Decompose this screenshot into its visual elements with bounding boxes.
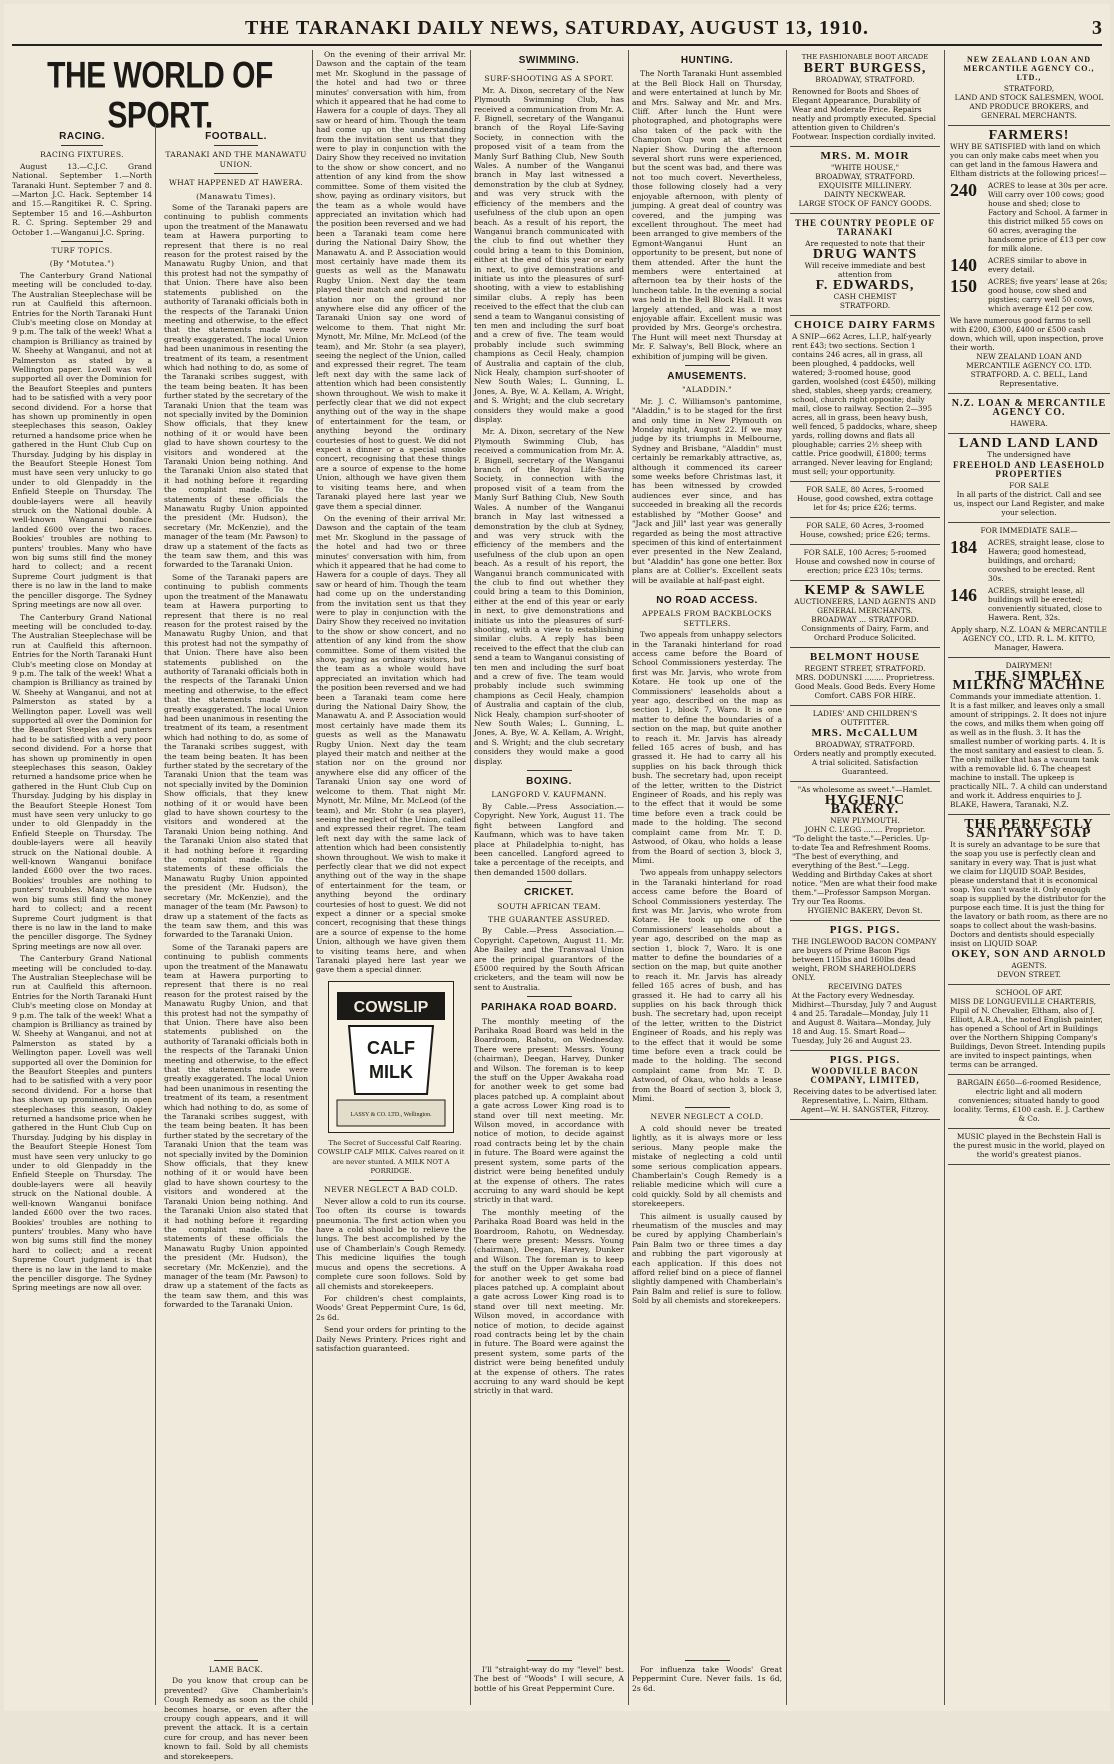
ad-address: BROADWAY ... STRATFORD. bbox=[811, 615, 919, 624]
moir-ad bbox=[790, 147, 940, 214]
turf-text-cont2: The Canterbury Grand National meeting will be concluded to-day. The Australian Steeplechase will be run at Caulfield this afternoon. Entries for the North Taranaki Hunt Club's meeting close on Monday at 9 p.m. The talk of the week! What a champion is Brilliancy as trained by W. Sheehy at Wanganui, and not at Palmerston as stated by a Wellington paper. Lovell was well supported all over the Dominion for the Beaufort Steeples and punters had to be satisfied with a very poor second dividend. For a horse that has shown up prominently in open steeplechases this season, Oakley returned a handsome price when he gathered in the Hunt Club Cup on Thursday. Judging by his display in the Beaufort Steeple Honest Tom must have seen very unlucky to go under to old Glenpaddy in the Enfield Steeple on Thursday. The double-layers were all heavily struck on the National double. A well-known Wanganui boniface landed £600 over the two races. Bookies' troubles are nothing to punters' troubles. Many who have won big sums still find the money hard to collect; and a recent Supreme Court judgment is that there is no law in the land to make the penciller disgorge. The Sydney Spring meetings are now all over. bbox=[12, 954, 152, 1293]
football-text-cont2: Some of the Taranaki papers are continuing to publish comments upon the treatment of the Manawatu team at Hawera purporting to represent that there is no real reason for the protest raised by the Manawatu Rugby Union, and that this protest had not the sympathy of that Union. There have also been statements published on the authority of Taranaki officials both in the respects of the Taranaki Union meeting and otherwise, to the effect that the statements made were greatly exaggerated. The local Union had been unanimous in resenting the treatment of its team, a resentment which had nothing to do, as some of the Taranaki scribes suggest, with the team being beaten. It has been further stated by the secretary of the Taranaki Union that the team was not specially invited by the Dominion Show officials, that they knew nothing of it or would have been glad to have shown courtesy to the visitors and wondered at the Taranaki Union being nothing. And the Taranaki Union also stated that it had nothing before it regarding the complaint made. To the statements of these officials the Manawatu Rugby Union appointed the president (Mr. Hudson), the secretary (Mr. McKenzie), and the manager of the team (Mr. Pawson) to draw up a statement of the facts as the team saw them, and this was forwarded to the Taranaki Union. bbox=[164, 942, 308, 1310]
cowslip-advert bbox=[328, 981, 454, 1133]
swimming-text-cont: Mr. A. Dixon, secretary of the New Plymouth Swimming Club, has received a communication from Mr. A. F. Bignell, secretary of the Wanganui branch of the Royal Life-Saving Society, in connection with the proposed visit of a team from the Manly Surf Bathing Club, New South Wales. A number of the Wanganui branch in May last witnessed a demonstration by the club at Sydney, and was very struck with the efficiency of the members and the usefulness of the club upon an open beach. As a result of his report, the Wanganui branch communicated with the club to find out whether they could bring a team to this Dominion, either at the end of this year or early in next, to give demonstrations and initiate us into the pleasures of surf-shooting, with a view to establishing similar clubs. A reply has been received to the effect that the club can send a team to Wanganui consisting of ten men and including the surf boat and a crew of five. The team would probably include such swimming champions as Cecil Healy, champion of Australia and captain of the club, Nick Healy, champion surf-shooter of New South Wales; L. Gunning, L. Jones, A. Bye, W. A. Kellam, A. Wright, and S. Wright; and the club secretary considers they would make a good display. bbox=[474, 427, 624, 766]
ad-top: DAIRYMEN! bbox=[1005, 661, 1053, 670]
music-ad bbox=[948, 1129, 1110, 1165]
immediate-sale-ad bbox=[948, 523, 1110, 658]
nz-loan-ad bbox=[948, 50, 1110, 126]
column-5 bbox=[632, 50, 782, 1705]
ad-extra: Consignments of Dairy, Farm, and Orchard Produce Solicited. bbox=[801, 624, 929, 642]
cowslip-calf: CALF bbox=[367, 1037, 415, 1058]
football-continued-2: On the evening of their arrival Mr. Dawson and the captain of the team met Mr. Skoglund in the passage of the hotel and had two or three minutes' conversation with him, from which it appeared that he had come to Hawera for a couple of days. They all saw or heard of him. Though the team had come up on the understanding from the invitation sent us that they were to play in conjunction with the Dairy Show they received no invitation to the show or show concert, and no attention of any kind from the show committee. Some of them visited the show, paying as ordinary visitors, but the team as a whole would have appreciated an invitation which had the position been reversed and we had been a Taranaki team come here during the National Dairy Show, the Manawatu A. and P. Association would most certainly have made them its guests as well as the Manawatu Rugby Union. Next day the team played their match and neither at the station nor on the ground nor anywhere else did any officer of the Taranaki Union say one word of welcome to them. That night Mr. Mynott, Mr. Milne, Mr. McLeod (of the team), and Mr. Stohr (a sea player), seeing the neglect of the Union, called and expressed their regret. The team left next day with the same lack of attention which had been consistently shown throughout. We wish to make it perfectly clear that we did not expect anything out of the way in the shape of entertainment for the team, or anything beyond the ordinary courtesies of host to guest. We did not expect a dinner or a special smoke concert, recognising that these things are a source of expense to the home Union, although we have given them to visiting teams here, and when Taranaki played here last year we gave them a special dinner. bbox=[316, 513, 466, 975]
lame-back-text: Do you know that croup can be prevented? Give Chamberlain's Cough Remedy as soon as the child becomes hoarse, or even after the croupy cough appears, and it will prevent the attack. It is a certain cure for croup, and has never been known to fail. Sold by all chemists and storekeepers. bbox=[164, 1676, 308, 1761]
ad-body: WHY BE SATISFIED with land on which you can only make cabs meet when you can get land in the famous Hawera and Eltham districts at the following prices!— bbox=[950, 142, 1107, 178]
ad-body: The undersigned have bbox=[987, 450, 1071, 459]
ad-head: BELMONT HOUSE bbox=[809, 651, 921, 663]
ad-body: "To delight the taste."—Pericles. Up-to-date Tea and Refreshment Rooms. "The best of everything, and everything of the Best."—Legg. Wedding and Birthday Cakes at short notice. "Men are what their food make them."—Professor Sampson Morgan. Try our Tea Rooms. bbox=[792, 834, 938, 906]
ad-body: Are requested to note that their bbox=[805, 239, 925, 248]
ad-address: BROADWAY, STRATFORD. bbox=[815, 172, 915, 181]
ad-top: THE FASHIONABLE BOOT ARCADE bbox=[801, 53, 929, 61]
football-text: Some of the Taranaki papers are continuing to publish comments upon the treatment of the Manawatu team at Hawera purporting to represent that there is no real reason for the protest raised by the Manawatu Rugby Union, and that this protest had not the sympathy of that Union. There have also been statements published on the authority of Taranaki officials both in the respects of the Taranaki Union meeting and otherwise, to the effect that the statements made were greatly exaggerated. The local Union had been unanimous in resenting the treatment of its team, a resentment which had nothing to do, as some of the Taranaki scribes suggest, with the team being beaten. It has been further stated by the secretary of the Taranaki Union that the team was not specially invited by the Dominion Show officials, that they knew nothing of it or would have been glad to have shown courtesy to the visitors and wondered at the Taranaki Union being nothing. And the Taranaki Union also stated that it had nothing before it regarding the complaint made. To the statements of these officials the Manawatu Rugby Union appointed the president (Mr. Hudson), the secretary (Mr. McKenzie), and the manager of the team (Mr. Pawson) to draw up a statement of the facts as the team saw them, and this was forwarded to the Taranaki Union. bbox=[164, 203, 308, 570]
ad-head: KEMP & SAWLE bbox=[804, 583, 926, 598]
cold-heading: NEVER NEGLECT A BAD COLD. bbox=[324, 1185, 458, 1195]
turf-text-cont: The Canterbury Grand National meeting will be concluded to-day. The Australian Steeplechase will be run at Caulfield this afternoon. Entries for the North Taranaki Hunt Club's meeting close on Monday at 9 p.m. The talk of the week! What a champion is Brilliancy as trained by W. Sheehy at Wanganui, and not at Palmerston as stated by a Wellington paper. Lovell was well supported all over the Dominion for the Beaufort Steeples and punters had to be satisfied with a very poor second dividend. For a horse that has shown up prominently in open steeplechases this season, Oakley returned a handsome price when he gathered in the Hunt Club Cup on Thursday. Judging by his display in the Beaufort Steeple Honest Tom must have seen very unlucky to go under to old Glenpaddy in the Enfield Steeple on Thursday. The double-layers were all heavily struck on the National double. A well-known Wanganui boniface landed £600 over the two races. Bookies' troubles are nothing to punters' troubles. Many who have won big sums still find the money hard to collect; and a recent Supreme Court judgment is that there is no law in the land to make the penciller disgorge. The Sydney Spring meetings are now all over. bbox=[12, 612, 152, 951]
simplex-ad bbox=[948, 658, 1110, 815]
ad-name: MRS. McCALLUM bbox=[811, 727, 919, 739]
ad-name: WOODVILLE BACON COMPANY, LIMITED, bbox=[810, 1066, 920, 1085]
amusements-heading: AMUSEMENTS. bbox=[667, 371, 747, 382]
school-of-art-ad bbox=[948, 985, 1110, 1075]
ad-body: Will receive immediate and best attention from bbox=[804, 261, 926, 279]
acreage-number: 240 bbox=[950, 180, 977, 200]
ad-proprietor: MRS. DODUNSKI ........ Proprietress. bbox=[795, 673, 935, 682]
divider bbox=[61, 241, 103, 242]
noroad-text: Two appeals from unhappy selectors in the Taranaki hinterland for road access came before the Board of School Commissioners yesterday. The first was Mr. Jarvis, who wrote from Kotare. He took up one of the Commissioners' leaseholds about a year ago, described on the map as section 1, block 7, Waro. It is one matter to define the boundaries of a section on the map, but quite another to reach it. Mr. Jarvis has already felled 165 acres of bush, and has grassed it. He had to carry all his supplies on his back through thick bush. The secretary had, upon receipt of the letter, written to the District Engineer of Roads, and his reply was to the effect that it would be some time before even a track could be made to the holding. The second complaint came from Mr. T. D. Astwood, of Okau, who holds a lease from the Board of section 3, block 3, Mimi. bbox=[632, 630, 782, 865]
cricket-text: By Cable.—Press Association.—Copyright. Capetown, August 11. Mr. Abe Bailey and the Transvaal Union are the principal guarantors of the £5000 required by the South African cricketers, and the team will now be sent to Australia. bbox=[474, 926, 624, 992]
ad-sub: RECEIVING DATES bbox=[827, 982, 903, 991]
fashionable-boot-ad bbox=[790, 50, 940, 147]
ad-body: THE INGLEWOOD BACON COMPANY are buyers of Prime Bacon Pigs between 115lbs and 160lbs dead weight, FROM SHAREHOLDERS ONLY. bbox=[792, 937, 937, 982]
acreage-text: ACRES to lease at 30s per acre. Will carry over 100 cows; good house and shed; close to Factory and School. A farmer in this district milked 55 cows on 60 acres, averaging the handsome price of £13 per cow for milk alone. bbox=[988, 181, 1108, 253]
ad-address: HAWERA. bbox=[1010, 419, 1048, 428]
bargain-ad bbox=[948, 1075, 1110, 1129]
inglewood-pigs-ad bbox=[790, 921, 940, 1051]
acreage-listing bbox=[950, 538, 1108, 583]
cowslip-illustration bbox=[329, 982, 453, 1132]
turf-text: The Canterbury Grand National meeting will be concluded to-day. The Australian Steeplechase will be run at Caulfield this afternoon. Entries for the North Taranaki Hunt Club's meeting close on Monday at 9 p.m. The talk of the week! What a champion is Brilliancy as trained by W. Sheehy at Wanganui, and not at Palmerston as stated by a Wellington paper. Lovell was well supported all over the Dominion for the Beaufort Steeples and punters had to be satisfied with a very poor second dividend. For a horse that has shown up prominently in open steeplechases this season, Oakley returned a handsome price when he gathered in the Hunt Club Cup on Thursday. Judging by his display in the Beaufort Steeple Honest Tom must have seen very unlucky to go under to old Glenpaddy in the Enfield Steeple on Thursday. The double-layers were all heavily struck on the National double. A well-known Wanganui boniface landed £600 over the two races. Bookies' troubles are nothing to punters' troubles. Many who have won big sums still find the money hard to collect; and a recent Supreme Court judgment is that there is no law in the land to make the penciller disgorge. The Sydney Spring meetings are now all over. bbox=[12, 270, 152, 610]
ad-head: FOR IMMEDIATE SALE— bbox=[980, 526, 1078, 535]
swimming-heading: SWIMMING. bbox=[518, 55, 580, 66]
ad-head: PIGS. PIGS. bbox=[829, 1054, 901, 1066]
divider bbox=[527, 69, 572, 70]
acreage-listing bbox=[950, 256, 1108, 274]
acreage-listing bbox=[950, 586, 1108, 622]
football-continued: On the evening of their arrival Mr. Dawson and the captain of the team met Mr. Skoglund in the passage of the hotel and had two or three minutes' conversation with him, from which it appeared that he had come to Hawera for a couple of days. They all saw or heard of him. Though the team had come up on the understanding from the invitation sent us that they were to play in conjunction with the Dairy Show they received no invitation to the show or show concert, and no attention of any kind from the show committee. Some of them visited the show, paying as ordinary visitors, but the team as a whole would have appreciated an invitation which had the position been reversed and we had been a Taranaki team come here during the National Dairy Show, the Manawatu A. and P. Association would most certainly have made them its guests as well as the Manawatu Rugby Union. Next day the team played their match and neither at the station nor on the ground nor anywhere else did any officer of the Taranaki Union say one word of welcome to them. That night Mr. Mynott, Mr. Milne, Mr. McLeod (of the team), and Mr. Stohr (a sea player), seeing the neglect of the Union, called and expressed their regret. The team left next day with the same lack of attention which had been consistently shown throughout. We wish to make it perfectly clear that we did not expect anything out of the way in the shape of entertainment for the team, or anything beyond the ordinary courtesies of host to guest. We did not expect a dinner or a special smoke concert, recognising that these things are a source of expense to the home Union, although we have given them to visiting teams here, and when Taranaki played here last year we gave them a special dinner. bbox=[316, 50, 466, 511]
ad-body: A SNIP—662 Acres, L.I.P., half-yearly rent £43; two sections. Section 1 contains 246 acres, all in grass, all been ploughed, 4 paddocks, well watered; 3-roomed house, good garden, woolshed (cost £450), milking shed, stables, sheep yards; creamery, school, church right opposite; daily mail, close to railway. Section 2—395 acres, all in grass, been heavy bush, well fenced, 5 paddocks, whare, sheep yards, rolling downs and flats all ploughable; carries 2½ sheep with cattle. Price goodwill, £1800; terms arranged. Never leaving for England; must sell; your opportunity. bbox=[792, 332, 937, 476]
influenza-text: For influenza take Woods' Great Peppermint Cure. Never fails. 1s 6d, 2s 6d. bbox=[632, 1665, 782, 1693]
ad-proprietor: JOHN C. LEGG ........ Proprietor. bbox=[804, 825, 926, 834]
sport-headline: THE WORLD OF SPORT. bbox=[47, 54, 273, 136]
farmers-ad bbox=[948, 126, 1110, 394]
sale-ad-2 bbox=[790, 518, 940, 545]
ad-head: CHOICE DAIRY FARMS bbox=[794, 319, 936, 331]
nz-loan-hawera-ad bbox=[948, 394, 1110, 434]
ad-body: MISS DE LONGUEVILLE CHARTERIS, Pupil of N. Chevalier, Eltham, also of J. Elliott, A.R.A., the noted English painter, has opened a School of Art in Buildings over the Northern Shipping Company's Buildings, Devon Street. Intending pupils are invited to inspect paintings, when terms can be arranged. bbox=[950, 997, 1106, 1069]
kemp-sawle-ad bbox=[790, 581, 940, 648]
acreage-number: 146 bbox=[950, 585, 977, 605]
racing-heading: RACING. bbox=[59, 131, 105, 142]
ad-foot: HYGIENIC BAKERY, Devon St. bbox=[807, 906, 923, 915]
ad-name: BERT BURGESS, bbox=[803, 61, 927, 76]
masthead-rule bbox=[12, 44, 1102, 45]
football-byline: (Manawatu Times). bbox=[196, 191, 276, 201]
divider bbox=[685, 1660, 730, 1661]
okey-sub: AGENTS. bbox=[1011, 961, 1047, 970]
ad-name: MRS. M. MOIR bbox=[820, 150, 910, 162]
printing-text: Send your orders for printing to the Daily News Printery. Prices right and satisfaction guaranteed. bbox=[316, 1325, 466, 1353]
turf-heading: TURF TOPICS. bbox=[51, 246, 113, 256]
divider bbox=[214, 1660, 257, 1661]
divider bbox=[214, 145, 257, 146]
acreage-listing bbox=[950, 277, 1108, 313]
ad-body: Commands your immediate attention. 1. It is a fast milker, and leaves only a small amount of strippings. 2. It does not injure the cows, and milks them when going off as well as in the flush. 3. It has the smallest number of working parts. 4. It is the most sanitary and easiest to clean. 5. The only milker that has a vacuum tank with a removable lid. 6. The cheapest machine to install. The upkeep is practically NIL. 7. A child can understand and work it. Address enquiries to J. BLAKE, Hawera, Taranaki, N.Z. bbox=[950, 692, 1108, 809]
aladdin-heading: "ALADDIN." bbox=[682, 385, 732, 395]
ad-body2: In all parts of the district. Call and see us, inspect our Land Register, and make your selection. bbox=[953, 490, 1105, 517]
ad-line: LARGE STOCK OF FANCY GOODS. bbox=[798, 199, 932, 208]
football-text-cont: Some of the Taranaki papers are continuing to publish comments upon the treatment of the Manawatu team at Hawera purporting to represent that there is no real reason for the protest raised by the Manawatu Rugby Union, and that this protest had not the sympathy of that Union. There have also been statements published on the authority of Taranaki officials both in the respects of the Taranaki Union meeting and otherwise, to the effect that the statements made were greatly exaggerated. The local Union had been unanimous in resenting the treatment of its team, a resentment which had nothing to do, as some of the Taranaki scribes suggest, with the team being beaten. It has been further stated by the secretary of the Taranaki Union that the team was not specially invited by the Dominion Show officials, that they knew nothing of it or would have been glad to have shown courtesy to the visitors and wondered at the Taranaki Union being nothing. And the Taranaki Union also stated that it had nothing before it regarding the complaint made. To the statements of these officials the Manawatu Rugby Union appointed the president (Mr. Hudson), the secretary (Mr. McKenzie), and the manager of the team (Mr. Pawson) to draw up a statement of the facts as the team saw them, and this was forwarded to the Taranaki Union. bbox=[164, 572, 308, 940]
column-rule bbox=[628, 50, 629, 1705]
ad-head: FARMERS! bbox=[988, 128, 1070, 143]
newspaper-page bbox=[4, 4, 1110, 1761]
lame-back-heading: LAME BACK. bbox=[208, 1665, 264, 1674]
lame-back-article bbox=[164, 1656, 308, 1764]
mccallum-ad bbox=[790, 706, 940, 782]
cricket-heading: CRICKET. bbox=[523, 887, 575, 899]
ad-sub: CASH CHEMIST bbox=[833, 292, 897, 301]
column-rule bbox=[312, 50, 313, 1705]
acreage-text: ACRES similar to above in every detail. bbox=[988, 256, 1087, 274]
football-column bbox=[164, 126, 308, 1761]
cricket-subheading: SOUTH AFRICAN TEAM. bbox=[497, 901, 601, 911]
ad-shop: "WHITE HOUSE," bbox=[831, 163, 899, 172]
divider bbox=[527, 881, 572, 882]
noroad-text-cont: Two appeals from unhappy selectors in the Taranaki hinterland for road access came before the Board of School Commissioners yesterday. The first was Mr. Jarvis, who wrote from Kotare. He took up one of the Commissioners' leaseholds about a year ago, described on the map as section 1, block 7, Waro. It is one matter to define the boundaries of a section on the map, but quite another to reach it. Mr. Jarvis has already felled 165 acres of bush, and has grassed it. He had to carry all his supplies on his back through thick bush. The secretary had, upon receipt of the letter, written to the District Engineer of Roads, and his reply was to the effect that it would be some time before even a track could be made to the holding. The second complaint came from Mr. T. D. Astwood, of Okau, who holds a lease from the Board of section 3, block 3, Mimi. bbox=[632, 868, 782, 1104]
ad-head: SCHOOL OF ART. bbox=[995, 988, 1063, 997]
divider bbox=[214, 173, 257, 174]
column-7-ads bbox=[948, 50, 1110, 1705]
racing-column bbox=[12, 126, 152, 1705]
cricket-subheading-2: THE GUARANTEE ASSURED. bbox=[487, 914, 611, 924]
noroad-heading: NO ROAD ACCESS. bbox=[656, 594, 758, 606]
ad-foot: NEW ZEALAND LOAN AND MERCANTILE AGENCY CO. LTD. STRATFORD. A. C. BELL, Land Representative. bbox=[966, 352, 1092, 388]
ad-address: NEW PLYMOUTH. bbox=[830, 816, 900, 825]
okey-address: DEVON STREET. bbox=[997, 970, 1061, 979]
balm-text: This ailment is usually caused by rheumatism of the muscles and may be cured by applying Chamberlain's Pain Balm two or three times a day and rubbing the part vigorously at each application. If this does not afford relief bind on a piece of flannel slightly dampened with Chamberlain's Pain Balm and relief is sure to follow. Sold by all chemists and storekeepers. bbox=[632, 1211, 782, 1306]
ad-line: DAINTY NECKWEAR. bbox=[824, 190, 906, 199]
column-6-ads bbox=[790, 50, 940, 1705]
swimming-subheading: SURF-SHOOTING AS A SPORT. bbox=[484, 74, 614, 84]
ad-apply: Apply sharp, N.Z. LOAN & MERCANTILE AGENCY CO., LTD. R. L. M. KITTO, Manager, Hawera. bbox=[951, 625, 1107, 652]
hunting-heading: HUNTING. bbox=[680, 55, 734, 66]
divider bbox=[527, 996, 572, 997]
parihaka-heading: PARIHAKA ROAD BOARD. bbox=[480, 1002, 618, 1014]
ad-note: We have numerous good farms to sell with £200, £300, £400 or £500 cash down, which will, upon inspection, prove their worth. bbox=[950, 316, 1104, 352]
divider bbox=[685, 589, 730, 590]
okey-head: OKEY, SON AND ARNOLD bbox=[951, 948, 1107, 960]
divider bbox=[685, 365, 730, 366]
straight-text: I'll "straight-way do my "level" best. The best of "Woods" I will secure, A bottle of his Great Peppermint Cure. bbox=[474, 1665, 624, 1693]
drug-head: DRUG WANTS bbox=[812, 247, 918, 262]
hygienic-bakery-ad bbox=[790, 782, 940, 921]
acreage-number: 150 bbox=[950, 276, 977, 296]
acreage-number: 184 bbox=[950, 537, 977, 557]
column-rule bbox=[155, 124, 156, 1705]
cowslip-milk: MILK bbox=[369, 1061, 413, 1082]
column-rule bbox=[470, 50, 471, 1705]
divider bbox=[685, 1107, 730, 1108]
divider bbox=[61, 145, 103, 146]
acreage-number: 140 bbox=[950, 255, 977, 275]
ad-head: THE COUNTRY PEOPLE OF TARANAKI bbox=[794, 218, 936, 237]
acreage-text: ACRES; five years' lease at 26s; good house, cow shed and pigsties; carry well 50 cows, which average £12 per cow. bbox=[988, 277, 1108, 313]
column-4 bbox=[474, 50, 624, 1705]
ad-head: LAND LAND LAND bbox=[958, 436, 1099, 451]
ad-body: LAND AND STOCK SALESMEN, WOOL AND PRODUCE BROKERS, and GENERAL MERCHANTS. bbox=[954, 93, 1104, 120]
ad-body: Orders neatly and promptly executed. A trial solicited. Satisfaction Guaranteed. bbox=[793, 749, 937, 776]
ad-address: BROADWAY, STRATFORD. bbox=[815, 75, 915, 84]
ad-quote: "As wholesome as sweet."—Hamlet. bbox=[797, 785, 933, 794]
column-rule bbox=[944, 50, 945, 1705]
ad-body: Renowned for Boots and Shoes of Elegant Appearance, Durability of Wear and Moderate Price. Repairs neatly and promptly executed. Special attention given to Children's Footwear. Inspection cordially invited. bbox=[792, 87, 936, 141]
sanitary-soap-ad bbox=[948, 815, 1110, 985]
cowslip-caption: The Secret of Successful Calf Rearing. COWSLIP CALF MILK. Calves reared on it are never stunted. A MILK NOT A PORRIDGE. bbox=[317, 1138, 465, 1176]
football-heading: FOOTBALL. bbox=[205, 131, 267, 142]
acreage-text: ACRES, straight lease, all buildings will be erected; conveniently situated, close to Hawera. Rent, 32s. bbox=[988, 586, 1102, 622]
boxing-text: By Cable.—Press Association.—Copyright. New York, August 11. The fight between Langford and Kaufmann, which was to have taken place at Philadelphia to-night, has been cancelled. Langford agreed to take a percentage of the receipts, and then demanded 1500 dollars. bbox=[474, 801, 624, 877]
ad-head: NEW ZEALAND LOAN AND MERCANTILE AGENCY CO., LTD., bbox=[963, 55, 1095, 82]
acreage-text: ACRES, straight lease, close to Hawera; good homestead, buildings, and orchard; cowshed to be erected. Rent 30s. bbox=[988, 538, 1105, 583]
influenza-note bbox=[632, 1656, 782, 1696]
ad-address: REGENT STREET, STRATFORD. bbox=[804, 664, 926, 673]
land-ad bbox=[948, 434, 1110, 523]
acreage-listing bbox=[950, 181, 1108, 253]
football-subheading-2: WHAT HAPPENED AT HAWERA. bbox=[168, 178, 304, 188]
ad-body: Good Meals. Good Beds. Every Home Comfort. CABS FOR HIRE. bbox=[794, 682, 936, 700]
fixtures-text: August 13.—C.J.C. Grand National. September 1.—North Taranaki Hunt. September 7 and 8.—Marton J.C. Hack. September 14 and 15.—Rangitikei R. C. Spring. September 15 and 16.—Ashburton R. C. Spring. September 29 and October 1.—Wanganui J.C. Spring. bbox=[12, 161, 152, 237]
ad-top: LADIES' AND CHILDREN'S OUTFITTER. bbox=[812, 709, 918, 727]
ad-line: EXQUISITE MILLINERY. bbox=[818, 181, 912, 190]
cowslip-brand: COWSLIP bbox=[353, 998, 429, 1016]
football-subheading: TARANAKI AND THE MANAWATU UNION. bbox=[165, 150, 307, 169]
divider bbox=[369, 1180, 414, 1181]
ad-head: N.Z. LOAN & MERCANTILE AGENCY CO. bbox=[951, 398, 1107, 418]
noroad-subheading: APPEALS FROM BACKBLOCKS SETTLERS. bbox=[642, 609, 772, 628]
column-3 bbox=[316, 50, 466, 1705]
ad-body: AUCTIONEERS, LAND AGENTS AND GENERAL MERCHANTS. bbox=[794, 597, 936, 615]
turf-byline: (By "Motutea.") bbox=[49, 259, 115, 269]
cold2-heading: NEVER NEGLECT A COLD. bbox=[650, 1112, 764, 1122]
sale-ad-1 bbox=[790, 482, 940, 518]
woodville-ad bbox=[790, 1051, 940, 1120]
peppermint-text: For children's chest complaints, Woods' Great Peppermint Cure, 1s 6d, 2s 6d. bbox=[316, 1293, 466, 1322]
sale-ad-3 bbox=[790, 545, 940, 581]
ad-body: MUSIC played in the Bechstein Hall is the purest music in the world, played on the world's greatest pianos. bbox=[953, 1132, 1105, 1159]
ad-head: THE PERFECTLY SANITARY SOAP bbox=[964, 817, 1094, 841]
ad-body: It is surely an advantage to be sure that the soap you use is perfectly clean and sanitary in every way. That is just what we claim for LIQUID SOAP. Besides, please understand that it is economical soap. You can't waste it. Only enough soap is supplied by the distributor for the purpose each time. It is just the thing for the lavatory or bath room, as there are no soaps to collect about the wash-basins. Doctors and dentists should especially insist on LIQUID SOAP. bbox=[950, 840, 1108, 948]
edwards-name: F. EDWARDS, bbox=[815, 278, 915, 293]
divider bbox=[527, 1660, 572, 1661]
hunting-text: The North Taranaki Hunt assembled at the Bell Block Hall on Thursday, and were entertained at lunch by Mr. and Mrs. Salway and Mr. and Mrs. Cliff. After lunch the Hunt were photographed, and photographs were also taken of the pack with the Champion Cup won at the recent Napier Show. During the afternoon several short runs were experienced, but the scent was bad, and there was not too much covert. Nevertheless, those following closely had a very enjoyable afternoon, with plenty of jumping. A great deal of country was covered, and the jumping was excellent throughout. The meet had been arranged to give members of the Egmont-Wanganui Hunt an opportunity to be present, but none of them attended. After the hunt the members were entertained at afternoon tea by their hosts of the luncheon table. In the evening a social was held in the Bell Block Hall. It was largely attended, and was a most enjoyable affair. Excellent music was provided by Mrs. George's orchestra. The Hunt will meet next Thursday at Mr. F. Salway's, Bell Block, where an exhibition of jumping will be given. bbox=[632, 69, 782, 361]
divider bbox=[527, 770, 572, 771]
ad-address: STRATFORD, bbox=[1003, 84, 1055, 93]
ad-head: PIGS. PIGS. bbox=[829, 924, 901, 936]
column-rule bbox=[786, 50, 787, 1705]
newspaper-title: THE TARANAKI DAILY NEWS, SATURDAY, AUGUST 13, 1910. bbox=[245, 17, 869, 39]
cold-text: Never allow a cold to run its course. Too often its course is towards pneumonia. The first action when you have a cold should be to relieve the lungs. The best accomplished by the use of Chamberlain's Cough Remedy. This medicine liquifies the tough mucus and opens the secretions. A complete cure soon follows. Sold by all chemists and storekeepers. bbox=[316, 1196, 466, 1291]
boxing-subheading: LANGFORD V. KAUFMANN. bbox=[491, 790, 607, 800]
ad-head: THE SIMPLEX MILKING MACHINE bbox=[952, 669, 1106, 693]
ad-body: FOR SALE, 100 Acres; 5-roomed House and cowshed now in course of erection; price £23 10s; terms. bbox=[795, 548, 935, 575]
ad-head: HYGIENIC BAKERY. bbox=[824, 793, 906, 817]
ad-address: STRATFORD. bbox=[839, 301, 891, 310]
ad-body: FOR SALE, 60 Acres, 3-roomed House, cowshed; price £26; terms. bbox=[799, 521, 931, 539]
cowslip-maker: LASSY & CO. LTD., Wellington. bbox=[350, 1111, 432, 1118]
columns bbox=[12, 50, 1108, 1761]
country-people-ad bbox=[790, 214, 940, 316]
parihaka-text: The monthly meeting of the Parihaka Road Board was held in the Boardroom, Rahotu, on Wednesday. There were present: Messrs. Young (chairman), Deegan, Harvey, Dunker and Wilson. The foreman is to keep the stuff on the Upper Awakaha road for another week to get some bad places patched up. A complaint about a gate across Lower King road is to stand over till next meeting. Mr. Wilson moved, in accordance with notice of motion, to decide against road contracts being let by the chain in future. The Board were against the present system, some parts of the district were being benefited unduly at the expense of others. The rates accruing to any ward should be kept strictly in that ward. bbox=[474, 1016, 624, 1205]
ad-body: BARGAIN £650—6-roomed Residence, electric light and all modern conveniences; situated handy to good locality. Terms, £100 cash. E. J. Carthew & Co. bbox=[953, 1078, 1105, 1123]
ad-sub2: FOR SALE bbox=[1009, 481, 1049, 490]
cold2-text: A cold should never be treated lightly, as it is always more or less serious. Many people make the mistake of neglecting a cold until some serious complication appears. Chamberlain's Cough Remedy is a reliable medicine which will cure a cold quickly. Sold by all chemists and storekeepers. bbox=[632, 1123, 782, 1209]
ad-dates: At the Factory every Wednesday. Midhirst—Thursday, July 7 and August 4 and 25. Taradale—Monday, July 11 and August 8. Waitara—Monday, July 18 and Aug. 15. Smart Road—Tuesday, July 26 and August 23. bbox=[792, 991, 937, 1045]
belmont-ad bbox=[790, 648, 940, 706]
swimming-text: Mr. A. Dixon, secretary of the New Plymouth Swimming Club, has received a communication from Mr. A. F. Bignell, secretary of the Wanganui branch of the Royal Life-Saving Society, in connection with the proposed visit of a team from the Manly Surf Bathing Club, New South Wales. A number of the Wanganui branch in May last witnessed a demonstration by the club at Sydney, and was very struck with the efficiency of the members and the usefulness of the club upon an open beach. As a result of his report, the Wanganui branch communicated with the club to find out whether they could bring a team to this Dominion, either at the end of this year or early in next, to give demonstrations and initiate us into the pleasures of surf-shooting, with a view to establishing similar clubs. A reply has been received to the effect that the club can send a team to Wanganui consisting of ten men and including the surf boat and a crew of five. The team would probably include such swimming champions as Cecil Healy, champion of Australia and captain of the club, Nick Healy, champion surf-shooter of New South Wales; L. Gunning, L. Jones, A. Bye, W. A. Kellam, A. Wright, and S. Wright; and the club secretary considers they would make a good display. bbox=[474, 85, 624, 425]
ad-body: FOR SALE, 80 Acres, 5-roomed House, good cowshed, extra cottage let for 4s; price £26; terms. bbox=[796, 485, 934, 512]
aladdin-text: Mr. J. C. Williamson's pantomime, "Aladdin," is to be staged for the first and only time in New Plymouth on Monday night, August 22. If we may judge by its triumphs in Melbourne, Sydney and Brisbane, "Aladdin" must certainly be remarkably attractive, as, although it commenced its career some weeks before Christmas last, it has been witnessed by crowded audiences ever since, and has succeeded in breaking all the records established by "Mother Goose" and "Jack and Jill" last year was generally regarded as being the most attractive specimen of this kind of entertainment ever presented in the New Zealand, but "Aladdin" has gone one better. Box plans are at Collier's. Excellent seats will be available at half-past eight. bbox=[632, 396, 782, 585]
dairy-farms-ad bbox=[790, 316, 940, 482]
ad-address: BROADWAY, STRATFORD. bbox=[815, 740, 915, 749]
straight-verse bbox=[474, 1656, 624, 1696]
ad-sub: FREEHOLD AND LEASEHOLD PROPERTIES bbox=[952, 460, 1106, 479]
parihaka-text-cont: The monthly meeting of the Parihaka Road Board was held in the Boardroom, Rahotu, on Wednesday. There were present: Messrs. Young (chairman), Deegan, Harvey, Dunker and Wilson. The foreman is to keep the stuff on the Upper Awakaha road for another week to get some bad places patched up. A complaint about a gate across Lower King road is to stand over till next meeting. Mr. Wilson moved, in accordance with notice of motion, to decide against road contracts being let by the chain in future. The Board were against the present system, some parts of the district were being benefited unduly at the expense of others. The rates accruing to any ward should be kept strictly in that ward. bbox=[474, 1207, 624, 1396]
fixtures-heading: RACING FIXTURES. bbox=[40, 150, 124, 160]
ad-body: Receiving dates to be advertised later. Representative, L. Nairn, Eltham. Agent—W. H. SANGSTER, Fitzroy. bbox=[792, 1087, 938, 1114]
masthead bbox=[12, 10, 1102, 46]
boxing-heading: BOXING. bbox=[526, 776, 572, 788]
page-number: 3 bbox=[1092, 17, 1102, 39]
